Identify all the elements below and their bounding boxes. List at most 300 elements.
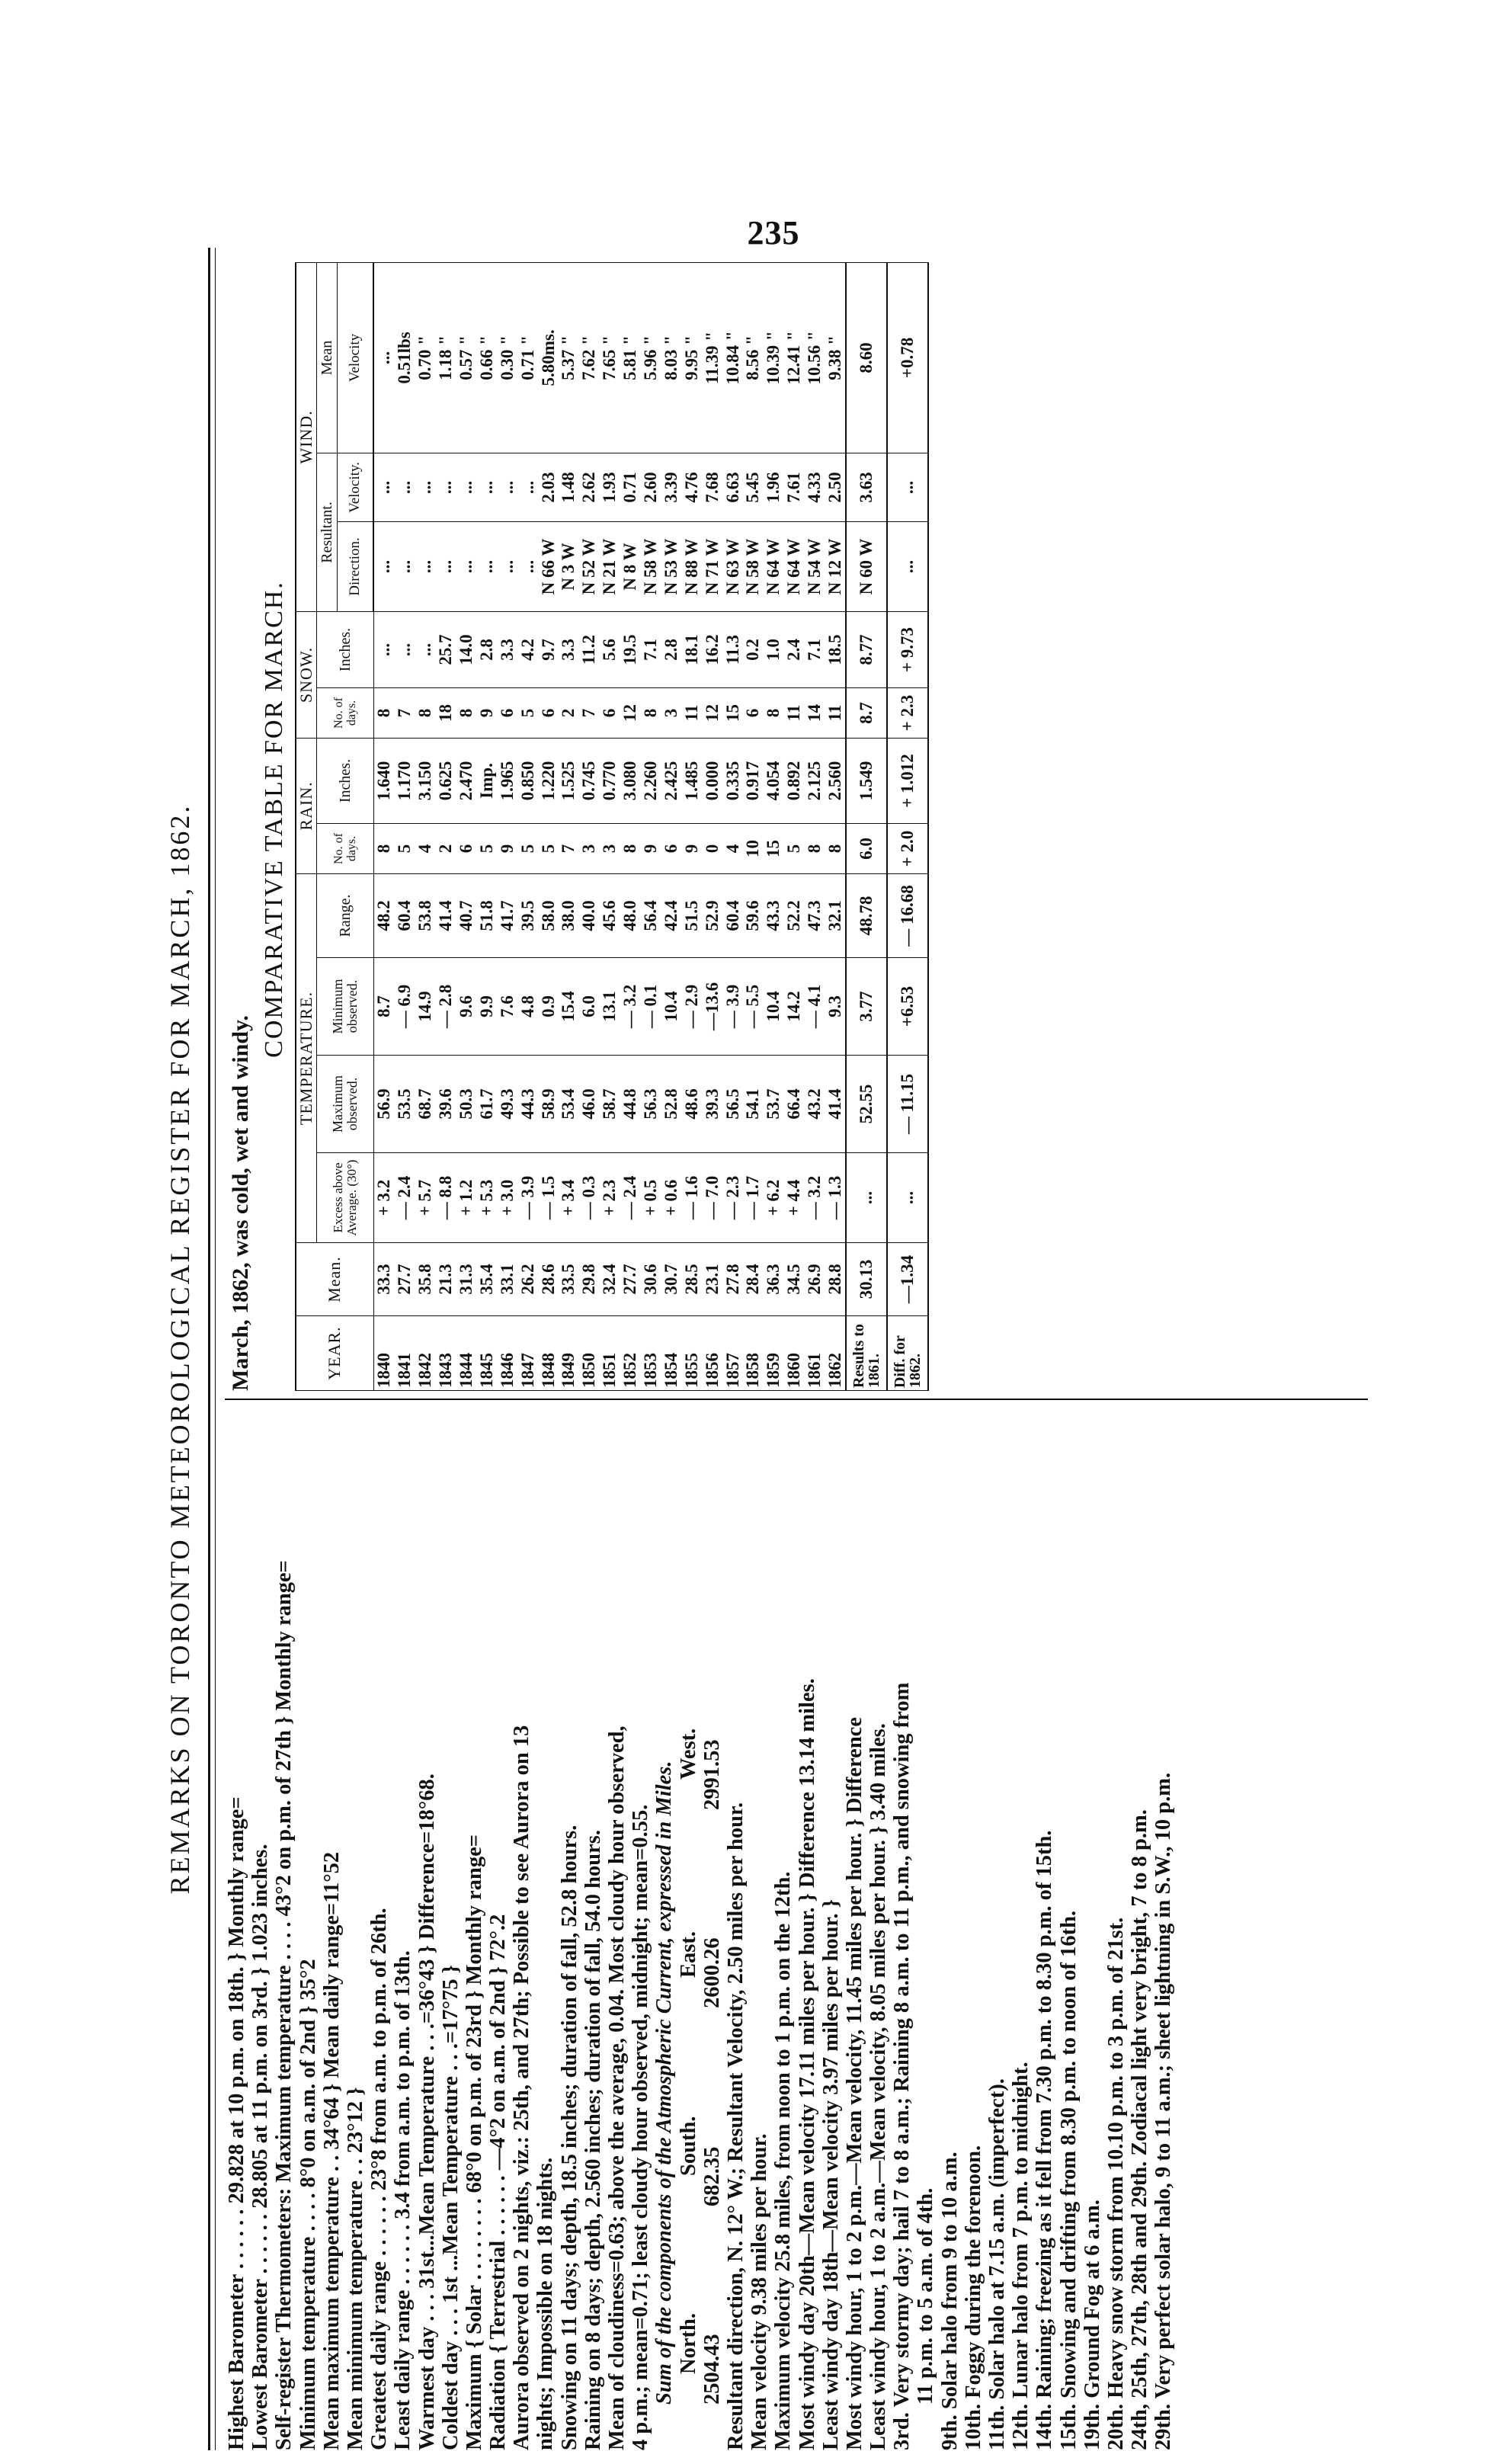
table-cell: — 3.9 <box>722 958 743 1056</box>
table-cell: 8 <box>825 824 847 874</box>
table-cell: 41.4 <box>825 1056 847 1153</box>
table-cell: 54.1 <box>743 1056 764 1153</box>
remark-line: Warmest day . . . 31st...Mean Temperature . . .=36°43 } Difference=18°68. <box>415 1774 439 2450</box>
table-cell: — 6.9 <box>395 958 415 1056</box>
table-cell: 36.3 <box>764 1243 784 1316</box>
table-group-header-row <box>296 262 317 1390</box>
table-cell: 5.96 " <box>641 262 661 453</box>
year-cell: 1859 <box>764 1316 784 1391</box>
table-cell: — 7.0 <box>702 1153 722 1243</box>
table-cell: +0.78 <box>887 262 928 453</box>
col-header-mean-velocity: Velocity <box>338 262 374 453</box>
remark-line: Highest Barometer . . . . . . 29.828 at 10 p.m. on 18th. } Monthly range= <box>225 1796 248 2450</box>
table-cell: 8 <box>764 688 784 739</box>
remark-line: Radiation { Terrestrial . . . . . . —4°2 on a.m. of 2nd } 72°.2 <box>486 1914 511 2450</box>
table-cell: 43.3 <box>764 874 784 958</box>
table-cell: N 21 W <box>600 521 620 611</box>
remark-line: 24th, 25th, 27th, 28th and 29th. Zodiacal light very bright, 7 to 8 p.m. <box>1128 1809 1152 2450</box>
table-cell: 5 <box>395 824 415 874</box>
component-label-north: North. <box>676 2313 700 2374</box>
table-cell: 2.560 <box>825 739 847 824</box>
table-cell: 2 <box>436 824 456 874</box>
remark-line: 11 p.m. to 5 a.m. of 4th. <box>914 2187 938 2405</box>
table-cell: — 1.7 <box>743 1153 764 1243</box>
table-cell: 11 <box>825 688 847 739</box>
table-cell: 8.03 " <box>661 262 681 453</box>
table-cell: 10 <box>743 824 764 874</box>
table-row <box>415 262 436 1390</box>
table-cell: 33.1 <box>497 1243 517 1316</box>
table-cell: 15 <box>764 824 784 874</box>
table-cell: 9.7 <box>538 611 559 687</box>
table-cell: 9.95 " <box>681 262 702 453</box>
table-cell: 1.220 <box>538 739 559 824</box>
remark-line: 14th. Raining; freezing as it fell from 7.30 p.m. to 8.30 p.m. of 15th. <box>1033 1830 1057 2450</box>
table-cell: 11 <box>681 688 702 739</box>
table-cell: 6 <box>600 688 620 739</box>
table-cell: 56.5 <box>722 1056 743 1153</box>
component-label-south: South. <box>676 2116 700 2176</box>
table-row <box>784 262 805 1390</box>
remark-line: 4 p.m.; mean=0.71; least cloudy hour observed, midnight; mean=0.55. <box>629 1804 653 2450</box>
table-cell: 51.8 <box>476 874 497 958</box>
year-cell: 1857 <box>722 1316 743 1391</box>
table-cell: 5 <box>476 824 497 874</box>
table-cell: + 3.0 <box>497 1153 517 1243</box>
table-cell: 0.335 <box>722 739 743 824</box>
table-cell: — 2.4 <box>620 1153 641 1243</box>
table-cell: 11.39 " <box>702 262 722 453</box>
table-cell: 48.6 <box>681 1056 702 1153</box>
table-cell: 0.71 " <box>517 262 538 453</box>
table-cell: — 0.3 <box>579 1153 600 1243</box>
table-cell: 59.6 <box>743 874 764 958</box>
table-cell: 5 <box>538 824 559 874</box>
table-cell: 6 <box>743 688 764 739</box>
table-cell: 0.71 <box>620 453 641 521</box>
table-cell: 1.525 <box>559 739 579 824</box>
table-cell: 42.4 <box>661 874 681 958</box>
table-cell: 7 <box>395 688 415 739</box>
table-cell: 4.054 <box>764 739 784 824</box>
year-cell: 1855 <box>681 1316 702 1391</box>
table-row <box>559 262 579 1390</box>
col-header-min: Minimum observed. <box>317 958 374 1056</box>
table-cell: 6.0 <box>579 958 600 1056</box>
table-cell: 1.170 <box>395 739 415 824</box>
table-cell: N 71 W <box>702 521 722 611</box>
table-cell: 3.080 <box>620 739 641 824</box>
group-header-wind: WIND. <box>296 262 317 611</box>
year-cell: 1858 <box>743 1316 764 1391</box>
table-cell: N 60 W <box>846 521 887 611</box>
difference-row <box>887 262 928 1390</box>
remark-line: nights; Impossible on 18 nights. <box>533 2157 558 2450</box>
table-cell: 4 <box>415 824 436 874</box>
table-cell: 27.8 <box>722 1243 743 1316</box>
table-cell: 6 <box>456 824 477 874</box>
table-cell: ... <box>456 453 477 521</box>
table-cell: 58.7 <box>600 1056 620 1153</box>
difference-label: Diff. for 1862. <box>887 1316 928 1391</box>
table-cell: 2.470 <box>456 739 477 824</box>
table-cell: N 53 W <box>661 521 681 611</box>
table-cell: 12 <box>702 688 722 739</box>
column-divider <box>225 1399 1368 1400</box>
table-cell: N 63 W <box>722 521 743 611</box>
table-cell: 27.7 <box>395 1243 415 1316</box>
table-cell: 8 <box>456 688 477 739</box>
remarks-block-2 <box>724 1406 1176 2450</box>
components-values <box>700 1406 724 2450</box>
table-cell: —13.6 <box>702 958 722 1056</box>
table-cell: 2.8 <box>476 611 497 687</box>
table-cell: 14.9 <box>415 958 436 1056</box>
table-cell: 39.3 <box>702 1056 722 1153</box>
table-cell: 56.4 <box>641 874 661 958</box>
table-cell: 8 <box>373 688 395 739</box>
components-labels <box>677 1406 700 2450</box>
components-heading: Sum of the components of the Atmospheric Current, expressed in Miles. <box>652 1761 677 2405</box>
table-cell: 29.8 <box>579 1243 600 1316</box>
table-cell: N 52 W <box>579 521 600 611</box>
table-cell: + 3.4 <box>559 1153 579 1243</box>
table-cell: 8 <box>641 688 661 739</box>
page-title: REMARKS ON TORONTO METEOROLOGICAL REGISTER FOR MARCH, 1862. <box>165 803 195 1895</box>
table-cell: ... <box>373 453 395 521</box>
remark-line: Raining on 8 days; depth, 2.560 inches; duration of fall, 54.0 hours. <box>581 1830 605 2450</box>
table-cell: 7.68 <box>702 453 722 521</box>
table-row <box>600 262 620 1390</box>
table-cell: 8.60 <box>846 262 887 453</box>
col-header-direction: Direction. <box>338 521 374 611</box>
group-header-temperature: TEMPERATURE. <box>296 874 317 1243</box>
table-cell: 1.18 " <box>436 262 456 453</box>
table-cell: 3 <box>661 688 681 739</box>
table-cell: 7.62 " <box>579 262 600 453</box>
table-cell: 41.4 <box>436 874 456 958</box>
component-value-west: 2991.53 <box>700 1739 724 1810</box>
remark-line: Most windy day 20th—Mean velocity 17.11 miles per hour. } Difference 13.14 miles. <box>795 1678 819 2450</box>
table-cell: 7.6 <box>497 958 517 1056</box>
table-cell: 8 <box>415 688 436 739</box>
table-cell: 5.37 " <box>559 262 579 453</box>
remark-line: Aurora observed on 2 nights, viz.: 25th, and 27th; Possible to see Aurora on 13 <box>510 1725 534 2450</box>
component-value-north: 2504.43 <box>700 2334 724 2405</box>
table-cell: — 3.2 <box>620 958 641 1056</box>
table-cell: ... <box>887 1153 928 1243</box>
table-cell: 8.7 <box>373 958 395 1056</box>
table-cell: 7.1 <box>641 611 661 687</box>
year-cell: 1848 <box>538 1316 559 1391</box>
table-row <box>681 262 702 1390</box>
table-cell: 1.549 <box>846 739 887 824</box>
table-cell: 3 <box>600 824 620 874</box>
table-row <box>702 262 722 1390</box>
table-row <box>743 262 764 1390</box>
remark-line: Least daily range . . . . . . 3.4 from a.m. to p.m. of 13th. <box>391 1950 415 2450</box>
table-cell: ... <box>887 521 928 611</box>
remark-line: Mean velocity 9.38 miles per hour. <box>748 2133 772 2450</box>
comparative-table <box>295 262 929 1391</box>
remarks-column <box>225 1406 1368 2450</box>
table-cell: 7.65 " <box>600 262 620 453</box>
table-cell: 21.3 <box>436 1243 456 1316</box>
table-cell: N 88 W <box>681 521 702 611</box>
table-cell: 7 <box>559 824 579 874</box>
table-cell: 4.8 <box>517 958 538 1056</box>
table-cell: 5.81 " <box>620 262 641 453</box>
remark-line: Minimum temperature . . . . 8°0 on a.m. of 2nd } 35°2 <box>296 1959 320 2450</box>
table-cell: 40.7 <box>456 874 477 958</box>
table-cell: 14.0 <box>456 611 477 687</box>
table-cell: 0.9 <box>538 958 559 1056</box>
table-cell: 4 <box>722 824 743 874</box>
table-cell: 6.63 <box>722 453 743 521</box>
table-cell: 2.4 <box>784 611 805 687</box>
remark-line: Least windy hour, 1 to 2 a.m.—Mean velocity, 8.05 miles per hour. } 3.40 miles. <box>866 1723 891 2450</box>
year-cell: 1851 <box>600 1316 620 1391</box>
table-cell: N 66 W <box>538 521 559 611</box>
table-cell: 0.2 <box>743 611 764 687</box>
table-cell: N 58 W <box>641 521 661 611</box>
table-cell: + 5.3 <box>476 1153 497 1243</box>
table-cell: 0.892 <box>784 739 805 824</box>
table-cell: 10.4 <box>661 958 681 1056</box>
table-cell: 58.0 <box>538 874 559 958</box>
table-cell: — 2.9 <box>681 958 702 1056</box>
table-cell: 58.9 <box>538 1056 559 1153</box>
table-cell: 2.425 <box>661 739 681 824</box>
year-cell: 1860 <box>784 1316 805 1391</box>
table-cell: 2.03 <box>538 453 559 521</box>
table-cell: 28.5 <box>681 1243 702 1316</box>
table-cell: 8 <box>373 824 395 874</box>
table-cell: 44.3 <box>517 1056 538 1153</box>
table-cell: 1.48 <box>559 453 579 521</box>
table-cell: 4.2 <box>517 611 538 687</box>
col-header-max: Maximum observed. <box>317 1056 374 1153</box>
remark-line: 11th. Solar halo at 7.15 a.m. (imperfect). <box>985 2078 1009 2450</box>
table-cell: + 2.3 <box>600 1153 620 1243</box>
col-header-mean: Mean. <box>296 1243 373 1316</box>
table-cell: 7.1 <box>805 611 825 687</box>
table-cell: 39.5 <box>517 874 538 958</box>
table-cell: 6 <box>661 824 681 874</box>
table-cell: + 2.0 <box>887 824 928 874</box>
year-cell: 1862 <box>825 1316 847 1391</box>
table-cell: 0.70 " <box>415 262 436 453</box>
table-row <box>579 262 600 1390</box>
table-cell: 26.9 <box>805 1243 825 1316</box>
table-cell: 1.965 <box>497 739 517 824</box>
table-cell: 5.45 <box>743 453 764 521</box>
table-cell: — 2.8 <box>436 958 456 1056</box>
table-cell: 15.4 <box>559 958 579 1056</box>
table-cell: 51.5 <box>681 874 702 958</box>
table-cell: 5.80ms. <box>538 262 559 453</box>
table-row <box>641 262 661 1390</box>
table-cell: Imp. <box>476 739 497 824</box>
table-cell: 5.6 <box>600 611 620 687</box>
remark-line: Least windy day 18th—Mean velocity 3.97 miles per hour. } <box>818 1899 843 2450</box>
table-cell: 2.8 <box>661 611 681 687</box>
col-header-velocity: Velocity. <box>338 453 374 521</box>
table-row <box>456 262 477 1390</box>
table-cell: 33.3 <box>373 1243 395 1316</box>
table-cell: — 5.5 <box>743 958 764 1056</box>
remark-line: 19th. Ground Fog at 6 a.m. <box>1080 2200 1104 2450</box>
table-cell: 53.5 <box>395 1056 415 1153</box>
year-cell: 1846 <box>497 1316 517 1391</box>
remark-line: Mean minimum temperature . . 23°12 } <box>343 2087 367 2450</box>
year-cell: 1861 <box>805 1316 825 1391</box>
table-cell: — 2.4 <box>395 1153 415 1243</box>
table-cell: 1.0 <box>764 611 784 687</box>
table-cell: 2.260 <box>641 739 661 824</box>
year-cell: 1852 <box>620 1316 641 1391</box>
table-cell: 3.150 <box>415 739 436 824</box>
table-cell: 2.62 <box>579 453 600 521</box>
table-cell: 18 <box>436 688 456 739</box>
table-cell: 66.4 <box>784 1056 805 1153</box>
table-cell: 52.8 <box>661 1056 681 1153</box>
table-cell: 0.850 <box>517 739 538 824</box>
table-cell: 0.770 <box>600 739 620 824</box>
remark-line: Greatest daily range . . . . . . 23°8 from a.m. to p.m. of 26th. <box>367 1908 392 2450</box>
table-cell: — 3.2 <box>805 1153 825 1243</box>
table-cell: 31.3 <box>456 1243 477 1316</box>
table-cell: 35.8 <box>415 1243 436 1316</box>
table-cell: ... <box>846 1153 887 1243</box>
page-number: 235 <box>747 214 800 252</box>
remark-line: 29th. Very perfect solar halo, 9 to 11 a.m.; sheet lightning in S.W., 10 p.m. <box>1151 1772 1176 2450</box>
table-cell: 2.50 <box>825 453 847 521</box>
sub-header-resultant: Resultant. <box>317 453 338 611</box>
table-cell: — 1.5 <box>538 1153 559 1243</box>
table-cell: 7.61 <box>784 453 805 521</box>
table-cell: 1.96 <box>764 453 784 521</box>
remarks-block-1 <box>225 1406 652 2450</box>
table-cell: 50.3 <box>456 1056 477 1153</box>
table-cell: 10.4 <box>764 958 784 1056</box>
table-cell: 52.9 <box>702 874 722 958</box>
table-cell: — 1.6 <box>681 1153 702 1243</box>
table-cell: 2.125 <box>805 739 825 824</box>
year-cell: 1856 <box>702 1316 722 1391</box>
table-cell: ... <box>476 453 497 521</box>
table-cell: — 4.1 <box>805 958 825 1056</box>
table-cell: 68.7 <box>415 1056 436 1153</box>
table-cell: 18.5 <box>825 611 847 687</box>
remark-line: Maximum { Solar . . . . . . . . 68°0 on p.m. of 23rd } Monthly range= <box>462 1834 486 2450</box>
table-cell: 19.5 <box>620 611 641 687</box>
table-cell: ... <box>373 611 395 687</box>
table-cell: 13.1 <box>600 958 620 1056</box>
table-cell: 47.3 <box>805 874 825 958</box>
table-cell: 8 <box>805 824 825 874</box>
table-cell: 5 <box>784 824 805 874</box>
table-cell: 44.8 <box>620 1056 641 1153</box>
table-cell: 12.41 " <box>784 262 805 453</box>
year-cell: 1847 <box>517 1316 538 1391</box>
table-cell: 0.625 <box>436 739 456 824</box>
table-cell: N 64 W <box>784 521 805 611</box>
table-cell: — 1.3 <box>825 1153 847 1243</box>
table-cell: ... <box>456 521 477 611</box>
group-header-snow: SNOW. <box>296 611 317 738</box>
table-cell: 9 <box>641 824 661 874</box>
table-cell: ... <box>436 453 456 521</box>
table-cell: 32.1 <box>825 874 847 958</box>
table-cell: ... <box>517 521 538 611</box>
table-cell: 10.39 " <box>764 262 784 453</box>
remark-line: Self-register Thermometers: Maximum temperature . . . . 43°2 on p.m. of 27th } Monthly range= <box>272 1560 296 2450</box>
table-cell: +6.53 <box>887 958 928 1056</box>
table-cell: 3 <box>579 824 600 874</box>
table-cell: 32.4 <box>600 1243 620 1316</box>
remark-line: Lowest Barometer . . . . . . 28.805 at 11 p.m. on 3rd. } 1.023 inches. <box>248 1844 273 2450</box>
table-cell: 1.640 <box>373 739 395 824</box>
table-cell: ... <box>497 453 517 521</box>
table-cell: + 9.73 <box>887 611 928 687</box>
month-summary: March, 1862, was cold, wet and windy. <box>228 1015 253 1391</box>
table-cell: 45.6 <box>600 874 620 958</box>
table-row <box>538 262 559 1390</box>
table-cell: 28.8 <box>825 1243 847 1316</box>
table-cell: 3.77 <box>846 958 887 1056</box>
table-cell: 2 <box>559 688 579 739</box>
results-label: Results to 1861. <box>846 1316 887 1391</box>
group-header-rain: RAIN. <box>296 739 317 874</box>
remark-line: Resultant direction, N. 12° W.; Resultant Velocity, 2.50 miles per hour. <box>723 1802 748 2450</box>
remark-line: Snowing on 11 days; depth, 18.5 inches; duration of fall, 52.8 hours. <box>557 1825 581 2450</box>
table-cell: 12 <box>620 688 641 739</box>
table-cell: 52.55 <box>846 1056 887 1153</box>
table-cell: 28.4 <box>743 1243 764 1316</box>
year-cell: 1850 <box>579 1316 600 1391</box>
col-header-excess: Excess above Average. (30°) <box>317 1153 374 1243</box>
table-cell: 27.7 <box>620 1243 641 1316</box>
table-cell: ... <box>373 262 395 453</box>
year-cell: 1845 <box>476 1316 497 1391</box>
year-cell: 1842 <box>415 1316 436 1391</box>
table-cell: ... <box>497 521 517 611</box>
table-cell: 46.0 <box>579 1056 600 1153</box>
table-cell: 0 <box>702 824 722 874</box>
table-cell: — 11.15 <box>887 1056 928 1153</box>
table-cell: 1.485 <box>681 739 702 824</box>
table-cell: 4.76 <box>681 453 702 521</box>
table-row <box>373 262 395 1390</box>
table-cell: N 54 W <box>805 521 825 611</box>
component-value-south: 682.35 <box>700 2146 724 2206</box>
remark-line: Maximum velocity 25.8 miles, from noon to 1 p.m. on the 12th. <box>771 1871 796 2450</box>
table-cell: 0.66 " <box>476 262 497 453</box>
table-cell: — 3.9 <box>517 1153 538 1243</box>
table-cell: 8.56 " <box>743 262 764 453</box>
table-cell: 38.0 <box>559 874 579 958</box>
table-cell: N 64 W <box>764 521 784 611</box>
table-cell: + 6.2 <box>764 1153 784 1243</box>
table-cell: 40.0 <box>579 874 600 958</box>
remark-line: Most windy hour, 1 to 2 p.m.—Mean velocity, 11.45 miles per hour. } Difference <box>842 1717 866 2450</box>
table-cell: 11 <box>784 688 805 739</box>
table-cell: ... <box>415 521 436 611</box>
table-cell: 9 <box>497 824 517 874</box>
component-value-east: 2600.26 <box>700 1937 724 2008</box>
table-row <box>620 262 641 1390</box>
